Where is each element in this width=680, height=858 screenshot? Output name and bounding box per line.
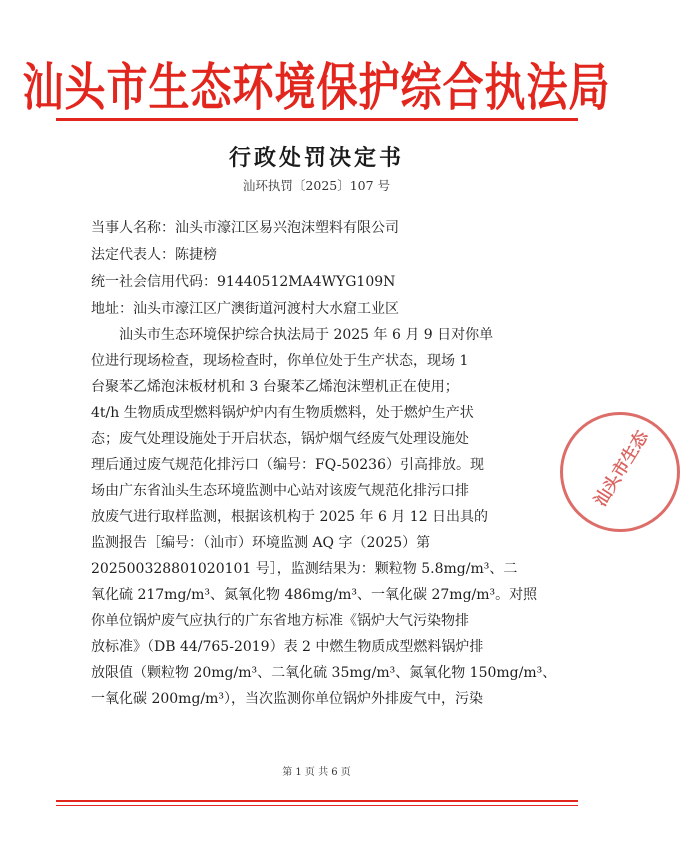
legal-representative: 法定代表人：陈捷榜 [91, 247, 217, 263]
body-line: 监测报告［编号：（汕市）环境监测 AQ 字（2025）第 [91, 535, 431, 551]
body-line: 4t/h 生物质成型燃料锅炉炉内有生物质燃料，处于燃炉生产状 [91, 405, 474, 421]
official-seal [560, 412, 680, 532]
decision-body [91, 322, 557, 712]
body-line: 放限值（颗粒物 20mg/m³、二氧化硫 35mg/m³、氮氧化物 150mg/m³、 [91, 665, 557, 681]
body-line: 202500328801020101 号］，监测结果为：颗粒物 5.8mg/m³、二 [91, 561, 518, 577]
body-line: 场由广东省汕头生态环境监测中心站对该废气规范化排污口排 [91, 483, 469, 499]
body-line: 台聚苯乙烯泡沫板材机和 3 台聚苯乙烯泡沫塑机正在使用； [91, 379, 459, 395]
credit-code: 统一社会信用代码：91440512MA4WYG109N [91, 274, 396, 290]
body-line: 放标准》（DB 44/765-2019）表 2 中燃生物质成型燃料锅炉排 [91, 639, 484, 655]
body-line: 一氧化碳 200mg/m³），当次监测你单位锅炉外排废气中，污染 [91, 691, 484, 707]
body-line: 汕头市生态环境保护综合执法局于 2025 年 6 月 9 日对你单 [119, 327, 494, 343]
document-number: 汕环执罚〔2025〕107 号 [242, 178, 391, 193]
body-line: 放废气进行取样监测，根据该机构于 2025 年 6 月 12 日出具的 [91, 509, 489, 525]
document-title: 行政处罚决定书 [228, 145, 404, 171]
body-line: 位进行现场检查，现场检查时，你单位处于生产状态，现场 1 [91, 353, 469, 369]
header-rule [56, 118, 578, 121]
footer-rule [56, 800, 578, 802]
seal-text: 汕头市生态 [590, 427, 653, 511]
party-address: 地址：汕头市濠江区广澳街道河渡村大水窟工业区 [91, 301, 399, 317]
agency-name: 汕头市生态环境保护综合执法局 [22, 57, 611, 118]
party-name: 当事人名称：汕头市濠江区易兴泡沫塑料有限公司 [91, 220, 399, 236]
footer-rule-thin [56, 805, 578, 806]
body-line: 氧化硫 217mg/m³、氮氧化物 486mg/m³、一氧化碳 27mg/m³。对照 [91, 587, 538, 603]
body-line: 理后通过废气规范化排污口（编号：FQ-50236）引高排放。现 [91, 457, 484, 473]
page-number: 第 1 页 共 6 页 [282, 767, 351, 778]
body-line: 你单位锅炉废气应执行的广东省地方标准《锅炉大气污染物排 [91, 613, 469, 629]
body-line: 态；废气处理设施处于开启状态，锅炉烟气经废气处理设施处 [91, 431, 469, 447]
